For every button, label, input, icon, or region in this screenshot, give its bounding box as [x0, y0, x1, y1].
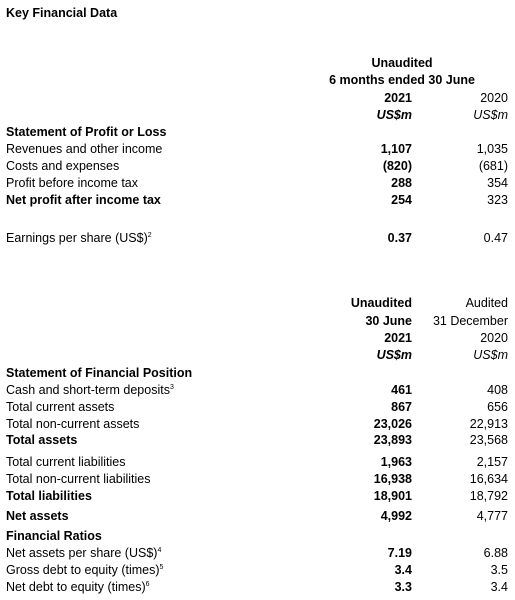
row-label: Total current liabilities [6, 455, 126, 469]
value-col1: 4,992 [380, 509, 412, 523]
row-label: Total liabilities [6, 489, 92, 503]
value-col1: 7.19 [387, 546, 412, 560]
footnote-marker: 4 [157, 547, 162, 554]
row-label: Total assets [6, 433, 78, 447]
value-2021: 288 [391, 176, 412, 190]
value-2021: (820) [382, 159, 412, 173]
footnote-marker: 3 [169, 384, 174, 391]
value-col1: 1,963 [380, 455, 412, 469]
value-col2: 656 [487, 400, 508, 414]
pl-year-2020: 2020 [480, 91, 508, 105]
pl-unit-2020: US$m [473, 108, 508, 122]
value-col1: 16,938 [373, 472, 412, 486]
ratios-section-title: Financial Ratios [6, 529, 102, 543]
value-col1: 3.4 [394, 563, 412, 577]
value-col2: 3.5 [490, 563, 508, 577]
value-col1: 18,901 [373, 489, 412, 503]
value-2020: 323 [487, 193, 508, 207]
row-label: Net profit after income tax [6, 193, 161, 207]
fp-col1-audit-status: Unaudited [350, 296, 412, 310]
fp-col2-date: 31 December [432, 314, 508, 328]
value-col1: 23,026 [373, 417, 412, 431]
row-label: Revenues and other income [6, 142, 163, 156]
value-2020: 1,035 [476, 142, 508, 156]
pl-header-period: 6 months ended 30 June [329, 73, 475, 87]
row-label: Net assets [6, 509, 69, 523]
page-title: Key Financial Data [6, 6, 118, 20]
pl-unit-2021: US$m [376, 108, 412, 122]
row-label: Cash and short-term deposits$^3$ [6, 383, 174, 397]
value-col1: 3.3 [394, 580, 412, 594]
fp-col2-unit: US$m [473, 348, 508, 362]
row-label: Total current assets [6, 400, 115, 414]
value-col2: 3.4 [490, 580, 508, 594]
pl-year-2021: 2021 [384, 91, 412, 105]
value-col1: 461 [391, 383, 412, 397]
value-2021: 254 [391, 193, 412, 207]
row-label: Total non-current assets [6, 417, 140, 431]
fp-col1-year: 2021 [384, 331, 412, 345]
fp-section-title: Statement of Financial Position [6, 366, 193, 380]
row-label: Earnings per share (US$)$^2$ [6, 231, 152, 245]
value-col2: 408 [487, 383, 508, 397]
value-2021: 1,107 [380, 142, 412, 156]
row-label: Profit before income tax [6, 176, 139, 190]
pl-header-audit-status: Unaudited [371, 56, 433, 70]
fp-col2-audit-status: Audited [465, 296, 508, 310]
footnote-marker: 6 [145, 581, 150, 588]
row-label: Net debt to equity (times)$^6$ [6, 580, 150, 594]
value-col2: 6.88 [483, 546, 508, 560]
value-col2: 16,634 [469, 472, 508, 486]
row-label: Net assets per share (US$)$^4$ [6, 546, 162, 560]
value-col2: 18,792 [469, 489, 508, 503]
pl-section-title: Statement of Profit or Loss [6, 125, 167, 139]
value-2020: 0.47 [483, 231, 508, 245]
value-2020: 354 [487, 176, 508, 190]
fp-col2-year: 2020 [480, 331, 508, 345]
fp-col1-date: 30 June [365, 314, 412, 328]
footnote-marker: 5 [159, 564, 164, 571]
value-col1: 867 [391, 400, 412, 414]
value-col2: 22,913 [469, 417, 508, 431]
row-label: Costs and expenses [6, 159, 120, 173]
row-label: Gross debt to equity (times)$^5$ [6, 563, 164, 577]
value-col2: 23,568 [469, 433, 508, 447]
value-2020: (681) [478, 159, 508, 173]
value-2021: 0.37 [387, 231, 412, 245]
footnote-marker: 2 [147, 232, 152, 239]
row-label: Total non-current liabilities [6, 472, 151, 486]
value-col2: 2,157 [476, 455, 508, 469]
value-col1: 23,893 [373, 433, 412, 447]
value-col2: 4,777 [476, 509, 508, 523]
fp-col1-unit: US$m [376, 348, 412, 362]
